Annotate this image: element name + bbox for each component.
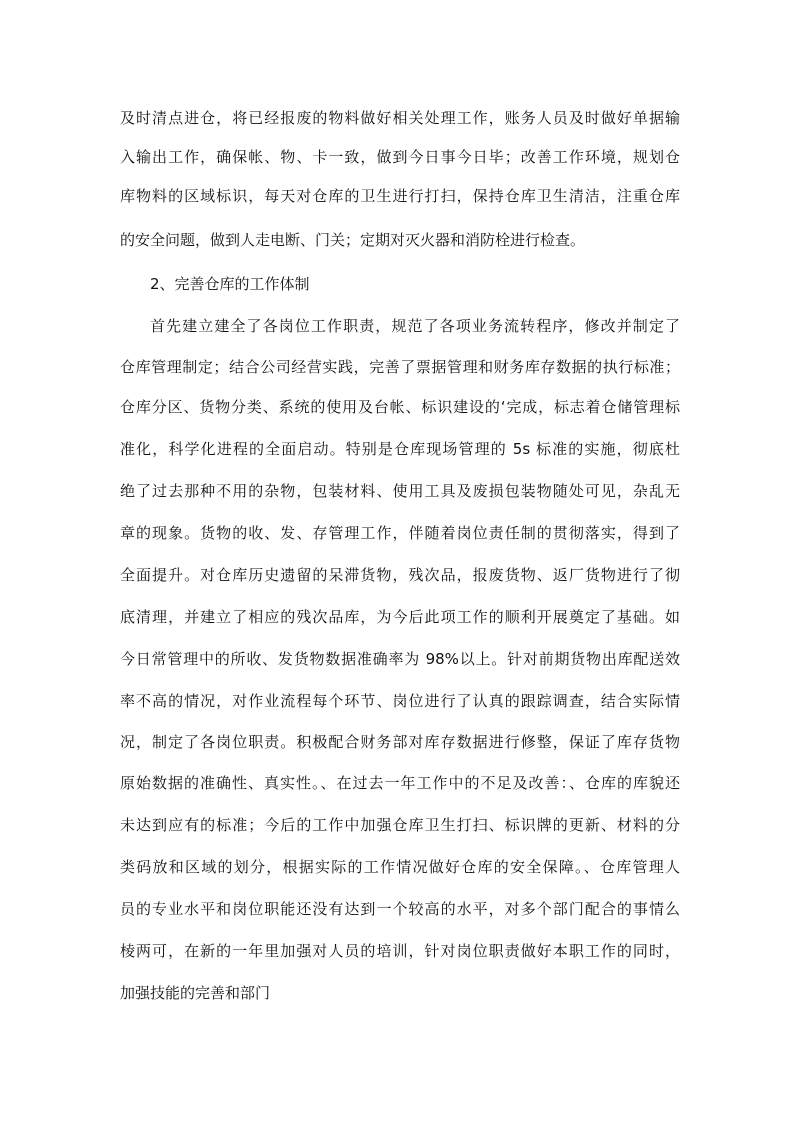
text-line: 首先建立建全了各岗位工作职责，规范了各项业务流转程序，修改并制定了	[150, 317, 680, 335]
text-line: 章的现象。货物的收、发、存管理工作，伴随着岗位责任制的贯彻落实，得到了	[120, 524, 680, 542]
text-line: 库物料的区域标识，每天对仓库的卫生进行打扫，保持仓库卫生清洁，注重仓库	[120, 187, 680, 205]
text-line: 入输出工作，确保帐、物、卡一致，做到今日事今日毕；改善工作环境，规划仓	[120, 148, 680, 166]
text-line: 绝了过去那种不用的杂物，包装材料、使用工具及废损包装物随处可见，杂乱无	[120, 482, 680, 500]
text-line: 的安全问题，做到人走电断、门关；定期对灭火器和消防栓进行检查。	[120, 231, 586, 249]
text-line: 棱两可，在新的一年里加强对人员的培训，针对岗位职责做好本职工作的同时，	[120, 942, 680, 960]
text-line: 仓库分区、货物分类、系统的使用及台帐、标识建设的‘完成，标志着仓储管理标	[120, 398, 680, 416]
text-line: 准化，科学化进程的全面启动。特别是仓库现场管理的 5s 标准的实施，彻底杜	[120, 440, 680, 458]
text-line: 仓库管理制定；结合公司经营实践，完善了票据管理和财务库存数据的执行标准；	[120, 358, 680, 376]
text-line: 员的专业水平和岗位职能还没有达到一个较高的水平，对多个部门配合的事情么	[120, 900, 680, 918]
text-line: 未达到应有的标准；今后的工作中加强仓库卫生打扫、标识牌的更新、材料的分	[120, 816, 680, 834]
section-heading: 2、完善仓库的工作体制	[150, 275, 310, 293]
text-line: 加强技能的完善和部门	[120, 984, 271, 1002]
text-line: 全面提升。对仓库历史遗留的呆滞货物，残次品，报废货物、返厂货物进行了彻	[120, 566, 680, 584]
text-line: 底清理，并建立了相应的残次品库，为今后此项工作的顺利开展奠定了基础。如	[120, 608, 680, 626]
text-line: 率不高的情况，对作业流程每个环节、岗位进行了认真的跟踪调查，结合实际情	[120, 692, 680, 710]
text-line: 及时清点进仓，将已经报废的物料做好相关处理工作，账务人员及时做好单据输	[120, 109, 680, 127]
text-line: 原始数据的准确性、真实性。、在过去一年工作中的不足及改善：、仓库的库貌还	[120, 774, 680, 792]
text-line: 类码放和区域的划分，根据实际的工作情况做好仓库的安全保障。、仓库管理人	[120, 858, 680, 876]
text-line: 况，制定了各岗位职责。积极配合财务部对库存数据进行修整，保证了库存货物	[120, 733, 680, 751]
text-line: 今日常管理中的所收、发货物数据准确率为 98%以上。针对前期货物出库配送效	[120, 650, 680, 668]
